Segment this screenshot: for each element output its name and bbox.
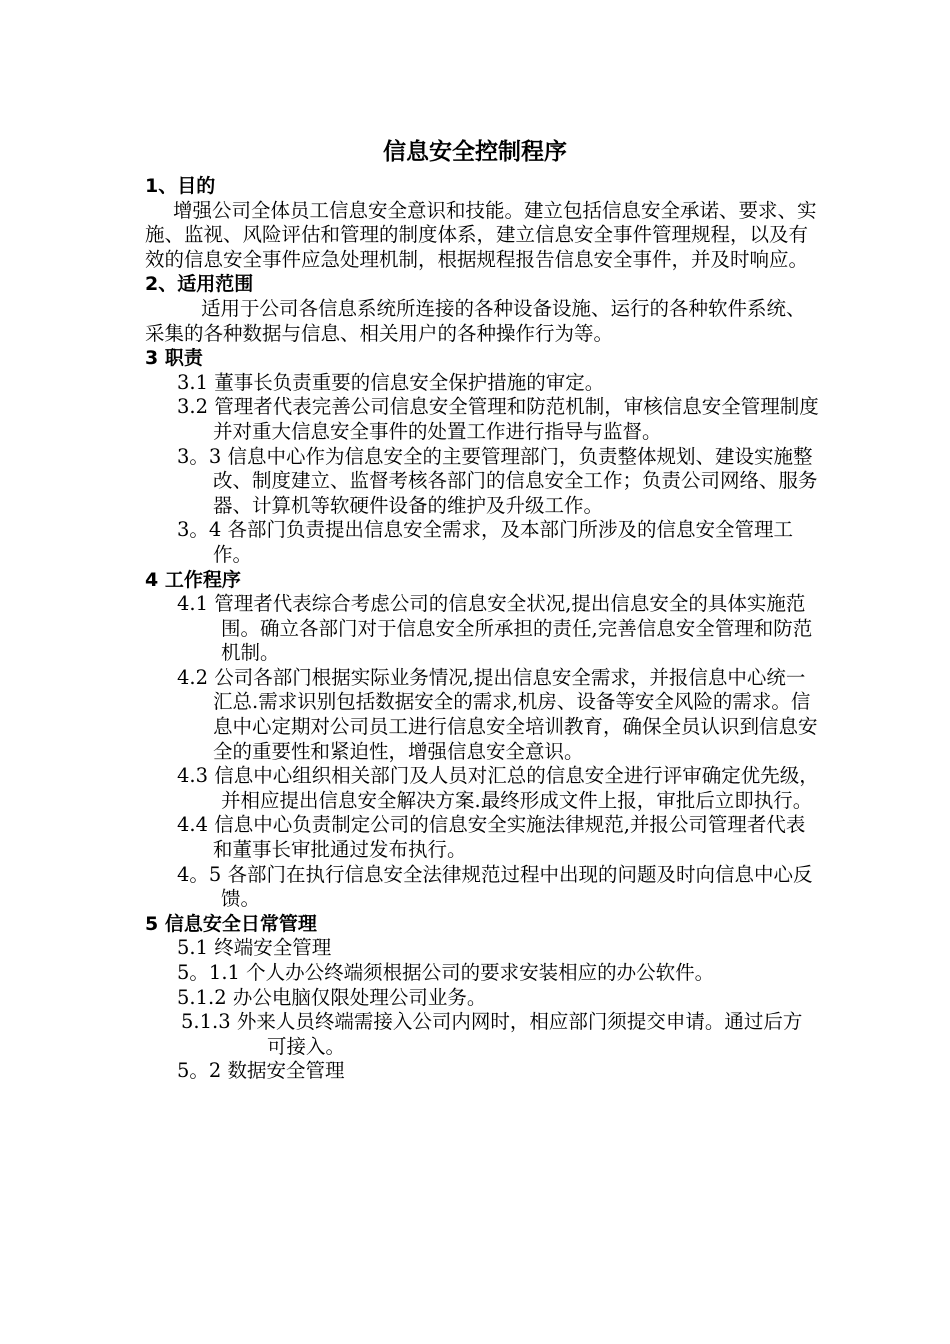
subsection-heading: 5.1 终端安全管理 [177,936,332,960]
section-heading-procedure: 4 工作程序 [145,568,241,591]
section-heading-scope: 2、适用范围 [145,273,254,296]
list-item: 4.1 管理者代表综合考虑公司的信息安全状况,提出信息安全的具体实施范围。确立各部门对于信息安全所承担的责任,完善信息安全管理和防范机制。 [177,592,813,665]
list-item: 4.2 公司各部门根据实际业务情况,提出信息安全需求，并报信息中心统一汇总.需求识别包括数据安全的需求,机房、设备等安全风险的需求。信息中心定期对公司员工进行信息安全培训教育，确保全员认识到信息安全的重要性和紧迫性，增强信息安全意识。 [177,665,818,763]
section-heading-purpose: 1、目的 [145,175,216,197]
list-item: 5.1.3 外来人员终端需接入公司内网时，相应部门须提交申请。通过后方可接入。 [181,1010,803,1058]
subsection-heading: 5。2 数据安全管理 [177,1059,345,1083]
section-heading-responsibilities: 3 职责 [145,347,203,370]
purpose-paragraph: 增强公司全体员工信息安全意识和技能。建立包括信息安全承诺、要求、实施、监视、风险评估和管理的制度体系，建立信息安全事件管理规程，以及有效的信息安全事件应急处理机制，根据规程报告信息安全事件，并及时响应。 [145,198,817,271]
list-item: 5.1.2 办公电脑仅限处理公司业务。 [177,985,487,1009]
list-item: 3。3 信息中心作为信息安全的主要管理部门，负责整体规划、建设实施整改、制度建立、监督考核各部门的信息安全工作；负责公司网络、服务器、计算机等软硬件设备的维护及升级工作。 [177,444,818,517]
document-title: 信息安全控制程序 [383,139,567,165]
list-item: 4.3 信息中心组织相关部门及人员对汇总的信息安全进行评审确定优先级，并相应提出信息安全解决方案.最终形成文件上报，审批后立即执行。 [177,764,819,812]
list-item: 4.4 信息中心负责制定公司的信息安全实施法律规范,并报公司管理者代表和董事长审批通过发布执行。 [177,813,806,862]
list-item: 4。5 各部门在执行信息安全法律规范过程中出现的问题及时向信息中心反馈。 [177,862,813,911]
document-body [145,174,820,1084]
list-item: 3.1 董事长负责重要的信息安全保护措施的审定。 [177,370,605,394]
scope-paragraph: 适用于公司各信息系统所连接的各种设备设施、运行的各种软件系统、采集的各种数据与信息、相关用户的各种操作行为等。 [145,296,806,345]
section-heading-daily-management: 5 信息安全日常管理 [145,912,317,935]
list-item: 5。1.1 个人办公终端须根据公司的要求安装相应的办公软件。 [177,961,715,984]
list-item: 3.2 管理者代表完善公司信息安全管理和防范机制，审核信息安全管理制度并对重大信息安全事件的处置工作进行指导与监督。 [177,395,819,443]
list-item: 3。4 各部门负责提出信息安全需求，及本部门所涉及的信息安全管理工作。 [177,518,794,566]
